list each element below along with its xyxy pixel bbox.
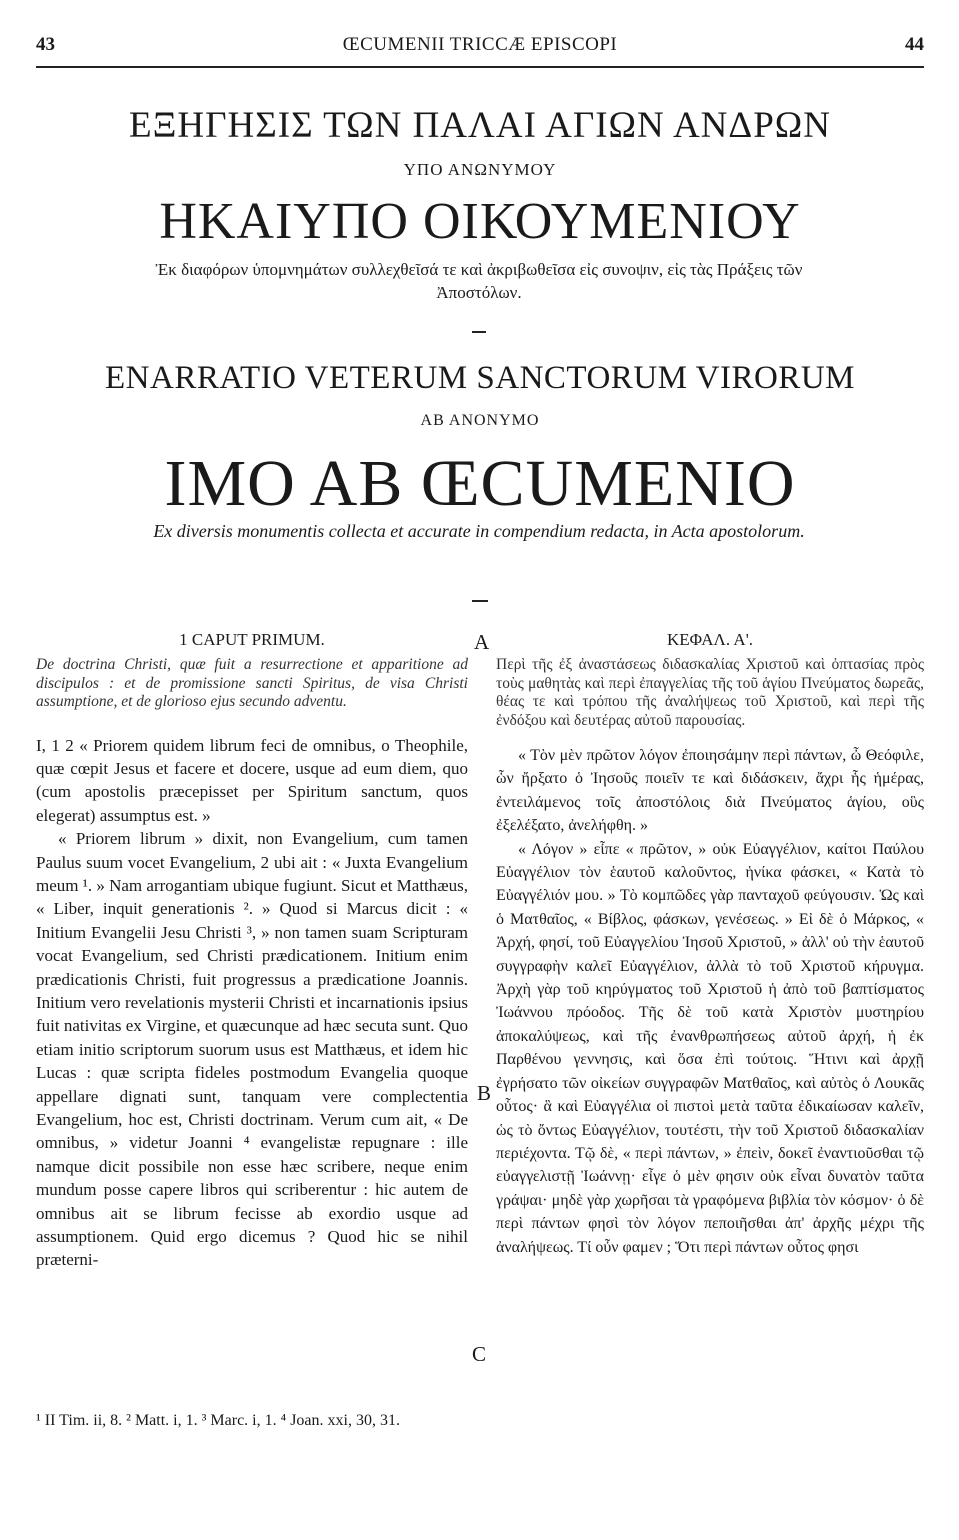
latin-caption: 1 CAPUT PRIMUM.	[179, 630, 325, 649]
header-rule	[36, 66, 924, 68]
running-title: ŒCUMENII TRICCÆ EPISCOPI	[342, 34, 618, 55]
running-header	[36, 34, 924, 64]
margin-mark-b: B	[477, 1081, 492, 1105]
margin-mark-c: C	[472, 1342, 487, 1366]
page-number-right: 44	[905, 34, 924, 55]
latin-author: IMO AB ŒCUMENIO	[164, 447, 796, 520]
greek-description: Ἐκ διαφόρων ὑπομνημάτων συλλεχθεῖσά τε καὶ ἀκριβωθεῖσα εἰς συνοψιν, εἰς τὰς Πράξεις τῶν Ἀποστόλων.	[155, 260, 803, 302]
latin-description: Ex diversis monumentis collecta et accurate in compendium redacta, in Acta apostolorum.	[153, 521, 805, 541]
latin-paragraph: I, 1 2 « Priorem quidem librum feci de omnibus, o Theophile, quæ cœpit Jesus et facere et docere, usque ad eum diem, quo (cum apostolis præcepisset per Spiritum sanctum, quos elegerat) assumptus est. »	[36, 735, 468, 825]
greek-title: ΕΞΗΓΗΣΙΣ ΤΩΝ ΠΑΛΑΙ ΑΓΙΩΝ ΑΝΔΡΩΝ	[128, 105, 831, 146]
latin-subtitle: AB ANONYMO	[420, 412, 540, 429]
section-dash	[472, 331, 486, 333]
page-number-left: 43	[36, 34, 55, 55]
greek-paragraph: « Λόγον » εἶπε « πρῶτον, » οὐκ Εὐαγγέλιον, καίτοι Παύλου Εὐαγγέλιον τὸν ἑαυτοῦ καλοῦντος, ἡνίκα φάσκει, « Κατὰ τὸ Εὐαγγέλιόν μου. » Τὸ κομπῶδες γὰρ πανταχοῦ φεύγουσιν. Ὡς καὶ ὁ Ματθαῖος, « Βίβλος, φάσκων, γενέσεως. » Εἰ δὲ ὁ Μάρκος, « Ἀρχή, φησί, τοῦ Εὐαγγελίου Ἰησοῦ Χριστοῦ, » ἀλλ' οὐ τὴν ἑαυτοῦ συγγραφὴν καλεῖ Εὐαγγέλιον, ἀλλὰ τὸ τοῦ Χριστοῦ κήρυγμα. Ἀρχὴ γὰρ τοῦ κηρύγματος τοῦ Χριστοῦ ἡ ἀπὸ τοῦ βαπτίσματος Ἰωάννου πρόοδος. Τῆς δὲ τοῦ κατὰ Χριστὸν μυστηρίου ἀποκαλύψεως, καὶ τῆς ἐνανθρωπήσεως αὐτοῦ ἀρχή, ἡ ἐκ Παρθένου γεννησις, καὶ ὅσα ἐπὶ τούτοις. Ἥτινι καὶ ἀρχῇ ἐγρήσατο τῶν οἰκείων συγγραφῶν Ματθαῖος, καὶ αὐτὸς ὁ Λουκᾶς οὗτος· ἃ καὶ Εὐαγγέλια οἱ πιστοὶ μετὰ ταῦτα ἐδικαίωσαν καλεῖν, ὡς τὸ ὄντως Εὐαγγέλιον, τουτέστι, τὴν τοῦ Χριστοῦ διδασκαλίαν περιέχοντα. Τῷ δὲ, « περὶ πάντων, » ἐπεὶν, δοκεῖ ἐναντιοῦσθαι τῷ εὐαγγελιστῇ Ἰωάννῃ· εἶγε ὁ μὲν φησιν οὐκ εἶναι δυνατὸν ταῦτα γράψαι· μηδὲ γὰρ χωρῆσαι τὰ γραφόμενα βιβλία τὸν κόσμον· ὁ δὲ περὶ πάντων φησὶ τὸν λόγον πεποιῆσθαι ἀπ' ἀρχῆς μέχρι τῆς ἀναλήψεως. Τί οὖν φαμεν ; Ὅτι περὶ πάντων οὗτος φησι	[496, 840, 924, 1256]
latin-title: ENARRATIO VETERUM SANCTORUM VIRORUM	[105, 360, 855, 396]
footnotes: ¹ II Tim. ii, 8. ² Matt. i, 1. ³ Marc. i, 1. ⁴ Joan. xxi, 30, 31.	[36, 1412, 400, 1429]
greek-summary: Περὶ τῆς ἐξ ἀναστάσεως διδασκαλίας Χριστοῦ καὶ ὀπτασίας πρὸς τοὺς μαθητὰς καὶ περὶ ἐπαγγελίας τῆς τοῦ ἁγίου Πνεύματος δωρεᾶς, θέας τε καὶ τρόπου τῆς ἀναλήψεως τοῦ Χριστοῦ, καὶ περὶ τῆς ἐνδόξου καὶ δευτέρας αὐτοῦ παρουσίας.	[496, 656, 924, 729]
greek-subtitle: ΥΠΟ ΑΝΩΝΥΜΟΥ	[403, 160, 557, 179]
greek-caption: ΚΕΦΑΛ. Α'.	[666, 630, 754, 649]
section-dash	[472, 600, 488, 602]
latin-column	[36, 630, 468, 1272]
latin-paragraph: « Priorem librum » dixit, non Evangelium, cum tamen Paulus suum vocet Evangelium, 2 ubi ait : « Juxta Evangelium meum ¹. » Nam arrogantiam ubique fugiunt. Sicut et Matthæus, « Liber, inquit generationis ². » Quod si Marcus dicit : « Initium Evangelii Jesu Christi ³, » non tamen suam Scripturam vocat Evangelium, sed Christi prædicationem. Initium enim prædicationis Christi, fuit progressus a prædicatione Joannis. Initium vero revelationis mysterii Christi et incarnationis ipsius fuit nativitas ex Virgine, et quæcunque ad hæc secuta sunt. Quo etiam initio scriptorum suorum usus est Matthæus, et idem hic Lucas : quæ scripta fideles postmodum Evangelia quoque appellare dignati sunt, tanquam vere complectentia Evangelium, hoc est, Christi doctrinam. Verum cum ait, « De omnibus, » videtur Joanni ⁴ evangelistæ repugnare : ille namque dicit possibile non esse hæc scribere, neque enim mundum posse capere libros qui scriberentur : hic autem de omnibus ait se librum fecisse ab exordio usque ad assumptionem. Quid ergo dicemus ? Quod hic se nihil præterni-	[36, 829, 468, 1270]
greek-column	[496, 630, 924, 1259]
latin-summary: De doctrina Christi, quæ fuit a resurrectione et apparitione ad discipulos : et de promissione sancti Spiritus, de visa Christi assumptione, et de glorioso ejus secundo adventu.	[36, 656, 468, 710]
margin-mark-a: A	[474, 630, 490, 654]
greek-author: ΗΚΑΙΥΠΟ ΟΙΚΟΥΜΕΝΙΟΥ	[159, 193, 801, 250]
greek-paragraph: « Τὸν μὲν πρῶτον λόγον ἐποιησάμην περὶ πάντων, ὦ Θεόφιλε, ὧν ἤρξατο ὁ Ἰησοῦς ποιεῖν τε καὶ διδάσκειν, ἄχρι ἧς ἡμέρας, ἐντειλάμενος τοῖς ἀποστόλοις διὰ Πνεύματος ἁγίου, οὓς ἐξελέξατο, ἀνελήφθη. »	[496, 747, 924, 835]
